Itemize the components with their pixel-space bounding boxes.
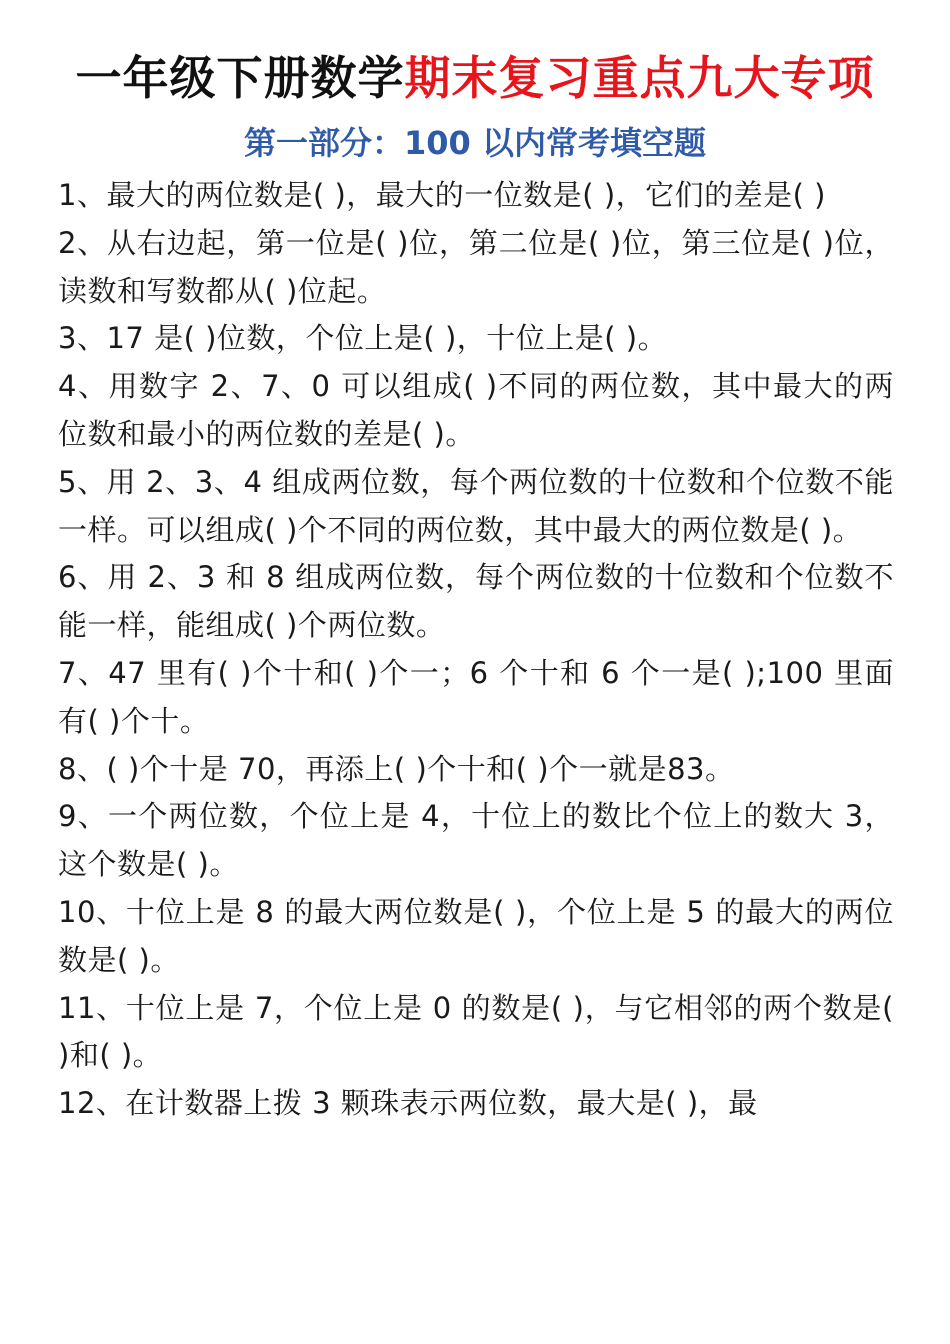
question-6: 6、用 2、3 和 8 组成两位数，每个两位数的十位数和个位数不能一样，能组成( )个两位数。 [58,560,894,643]
question-3: 3、17 是( )位数，个位上是( )，十位上是( )。 [58,321,668,356]
title-black-part: 一年级下册数学 [75,51,405,105]
question-11: 11、十位上是 7，个位上是 0 的数是( )，与它相邻的两个数是( )和( )。 [58,990,894,1073]
question-8: 8、( )个十是 70，再添上( )个十和( )个一就是83。 [58,751,735,786]
question-1: 1、最大的两位数是( )，最大的一位数是( )，它们的差是( ) [58,178,826,212]
question-2: 2、从右边起，第一位是( )位，第二位是( )位，第三位是( )位，读数和写数都从( )位起。 [58,225,894,308]
section-subtitle: 第一部分：100 以内常考填空题 [244,124,706,162]
question-list [58,172,894,1128]
title-red-part: 期末复习重点九大专项 [404,51,875,105]
question-10: 10、十位上是 8 的最大两位数是( )，个位上是 5 的最大的两位数是( )。 [58,894,894,977]
question-12: 12、在计数器上拨 3 颗珠表示两位数，最大是( )，最 [58,1086,758,1121]
question-9: 9、一个两位数，个位上是 4，十位上的数比个位上的数大 3，这个数是( )。 [58,799,894,882]
question-5: 5、用 2、3、4 组成两位数，每个两位数的十位数和个位数不能一样。可以组成( )个不同的两位数，其中最大的两位数是( )。 [58,464,894,547]
question-4: 4、用数字 2、7、0 可以组成( )不同的两位数，其中最大的两位数和最小的两位数的差是( )。 [58,369,894,451]
page-title [0,48,950,108]
question-7: 7、47 里有( )个十和( )个一；6 个十和 6 个一是( );100 里面有( )个十。 [58,655,894,738]
